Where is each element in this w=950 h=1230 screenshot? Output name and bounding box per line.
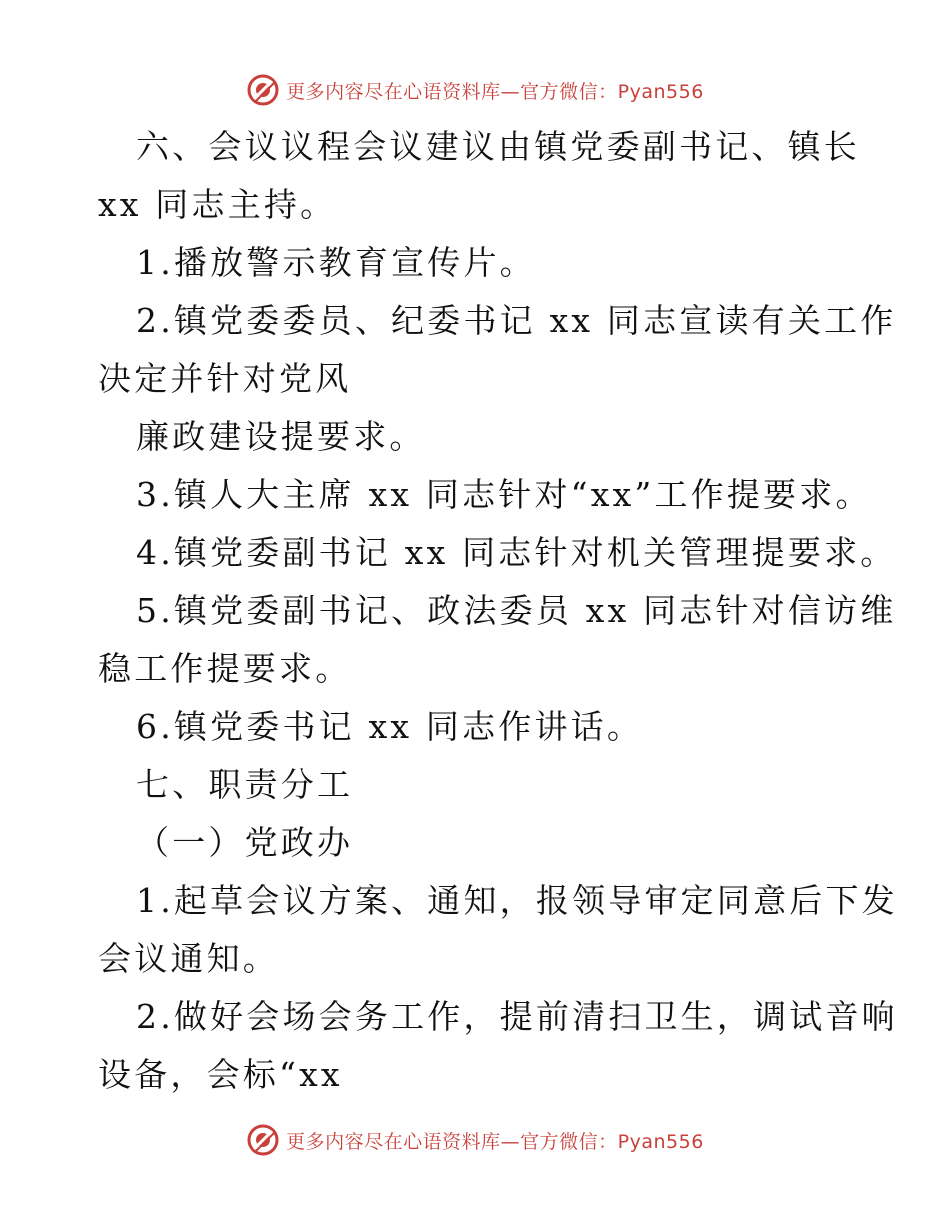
footer-watermark (0, 1120, 950, 1160)
document-body (98, 118, 898, 1104)
text-line: 2.做好会场会务工作，提前清扫卫生，调试音响 (136, 997, 898, 1036)
text-line: 六、会议议程会议建议由镇党委副书记、镇长 (136, 127, 860, 166)
watermark-logo-icon (246, 73, 280, 107)
text-line: 决定并针对党风 (98, 359, 352, 398)
text-line: 3.镇人大主席 xx 同志针对“xx”工作提要求。 (136, 475, 872, 514)
subsection-heading: （一）党政办 (136, 823, 354, 862)
text-line: 会议通知。 (98, 939, 279, 978)
watermark-text: 更多内容尽在心语资料库—官方微信：Pyan556 (286, 1130, 704, 1153)
text-line: 1.播放警示教育宣传片。 (136, 243, 536, 282)
text-line: 廉政建设提要求。 (136, 417, 426, 456)
text-line: 6.镇党委书记 xx 同志作讲话。 (136, 707, 644, 746)
watermark-logo-icon (246, 1123, 280, 1157)
text-line: 稳工作提要求。 (98, 649, 352, 688)
header-watermark (0, 70, 950, 110)
watermark-text: 更多内容尽在心语资料库—官方微信：Pyan556 (286, 80, 704, 103)
text-line: 设备，会标“xx (98, 1055, 343, 1094)
text-line: 4.镇党委副书记 xx 同志针对机关管理提要求。 (136, 533, 897, 572)
text-line: 2.镇党委委员、纪委书记 xx 同志宣读有关工作 (136, 301, 897, 340)
text-line: 5.镇党委副书记、政法委员 xx 同志针对信访维 (136, 591, 897, 630)
text-line: xx 同志主持。 (98, 185, 337, 224)
text-line: 1.起草会议方案、通知，报领导审定同意后下发 (136, 881, 898, 920)
section-heading: 七、职责分工 (136, 765, 354, 804)
